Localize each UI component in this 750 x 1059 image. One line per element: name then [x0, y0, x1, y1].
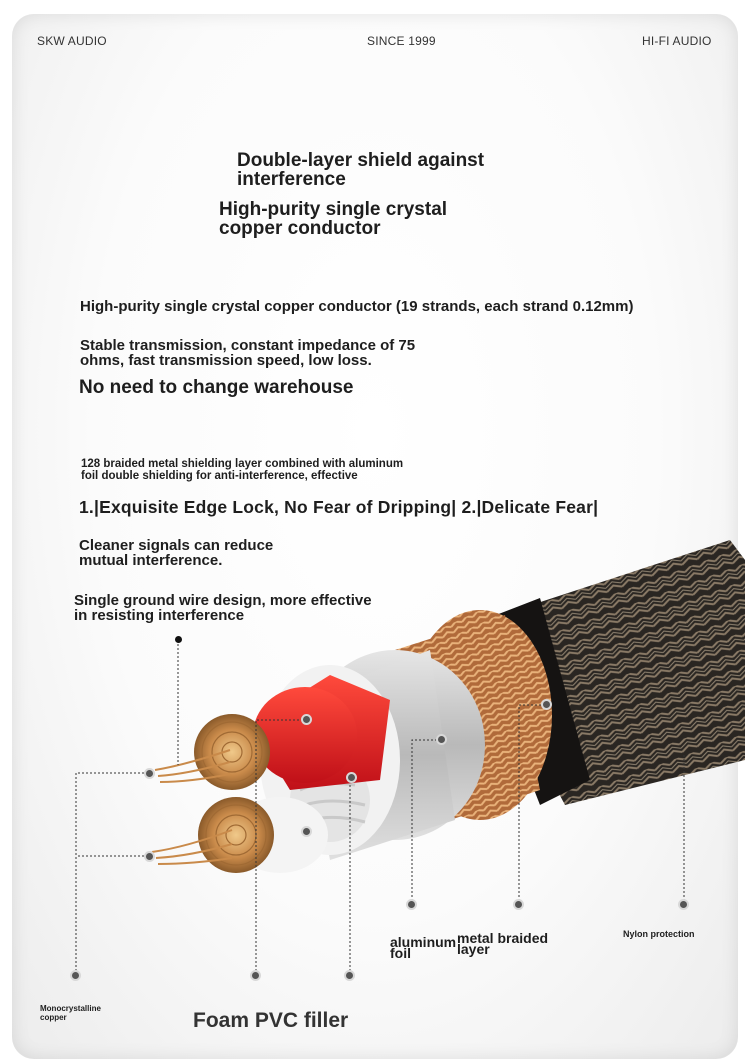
- foam-marker-left: [250, 970, 261, 981]
- brand-right: HI-FI AUDIO: [642, 34, 712, 48]
- ground-wire-marker: [175, 636, 182, 643]
- metal-braid-marker: [513, 899, 524, 910]
- ground-text: Single ground wire design, more effective in resisting interference: [74, 592, 372, 624]
- filler-strand-marker: [346, 772, 357, 783]
- upper-conductor-marker: [144, 768, 155, 779]
- insulation-marker: [301, 714, 312, 725]
- braid-detail: 128 braided metal shielding layer combined with aluminum foil double shielding for anti-interference, effective: [81, 458, 404, 482]
- foam-filler-label: Foam PVC filler: [193, 1009, 349, 1032]
- nylon-marker: [678, 899, 689, 910]
- conductor-detail: High-purity single crystal copper conductor (19 strands, each strand 0.12mm): [80, 298, 634, 315]
- metal-braid-label: metal braided layer: [457, 930, 549, 958]
- edge-lock-text: 1.|Exquisite Edge Lock, No Fear of Dripping| 2.|Delicate Fear|: [79, 497, 599, 517]
- cleaner-text: Cleaner signals can reduce mutual interference.: [79, 537, 274, 569]
- foil-marker: [436, 734, 447, 745]
- monocrystalline-marker: [70, 970, 81, 981]
- braid-marker: [541, 699, 552, 710]
- aluminum-foil-label: aluminum foil: [390, 934, 457, 962]
- since-label: SINCE 1999: [367, 34, 436, 48]
- transmission-text: Stable transmission, constant impedance of 75 ohms, fast transmission speed, low loss.: [80, 337, 416, 369]
- nylon-label: Nylon protection: [623, 929, 695, 939]
- shield-heading: Double-layer shield against interference: [237, 150, 485, 190]
- white-insulation-marker: [301, 826, 312, 837]
- brand-left: SKW AUDIO: [37, 34, 107, 48]
- warehouse-text: No need to change warehouse: [79, 377, 354, 398]
- foam-marker-right: [344, 970, 355, 981]
- lower-conductor-marker: [144, 851, 155, 862]
- conductor-heading: High-purity single crystal copper conductor: [219, 199, 448, 239]
- aluminum-foil-marker: [406, 899, 417, 910]
- monocrystalline-label: Monocrystalline copper: [40, 1004, 101, 1022]
